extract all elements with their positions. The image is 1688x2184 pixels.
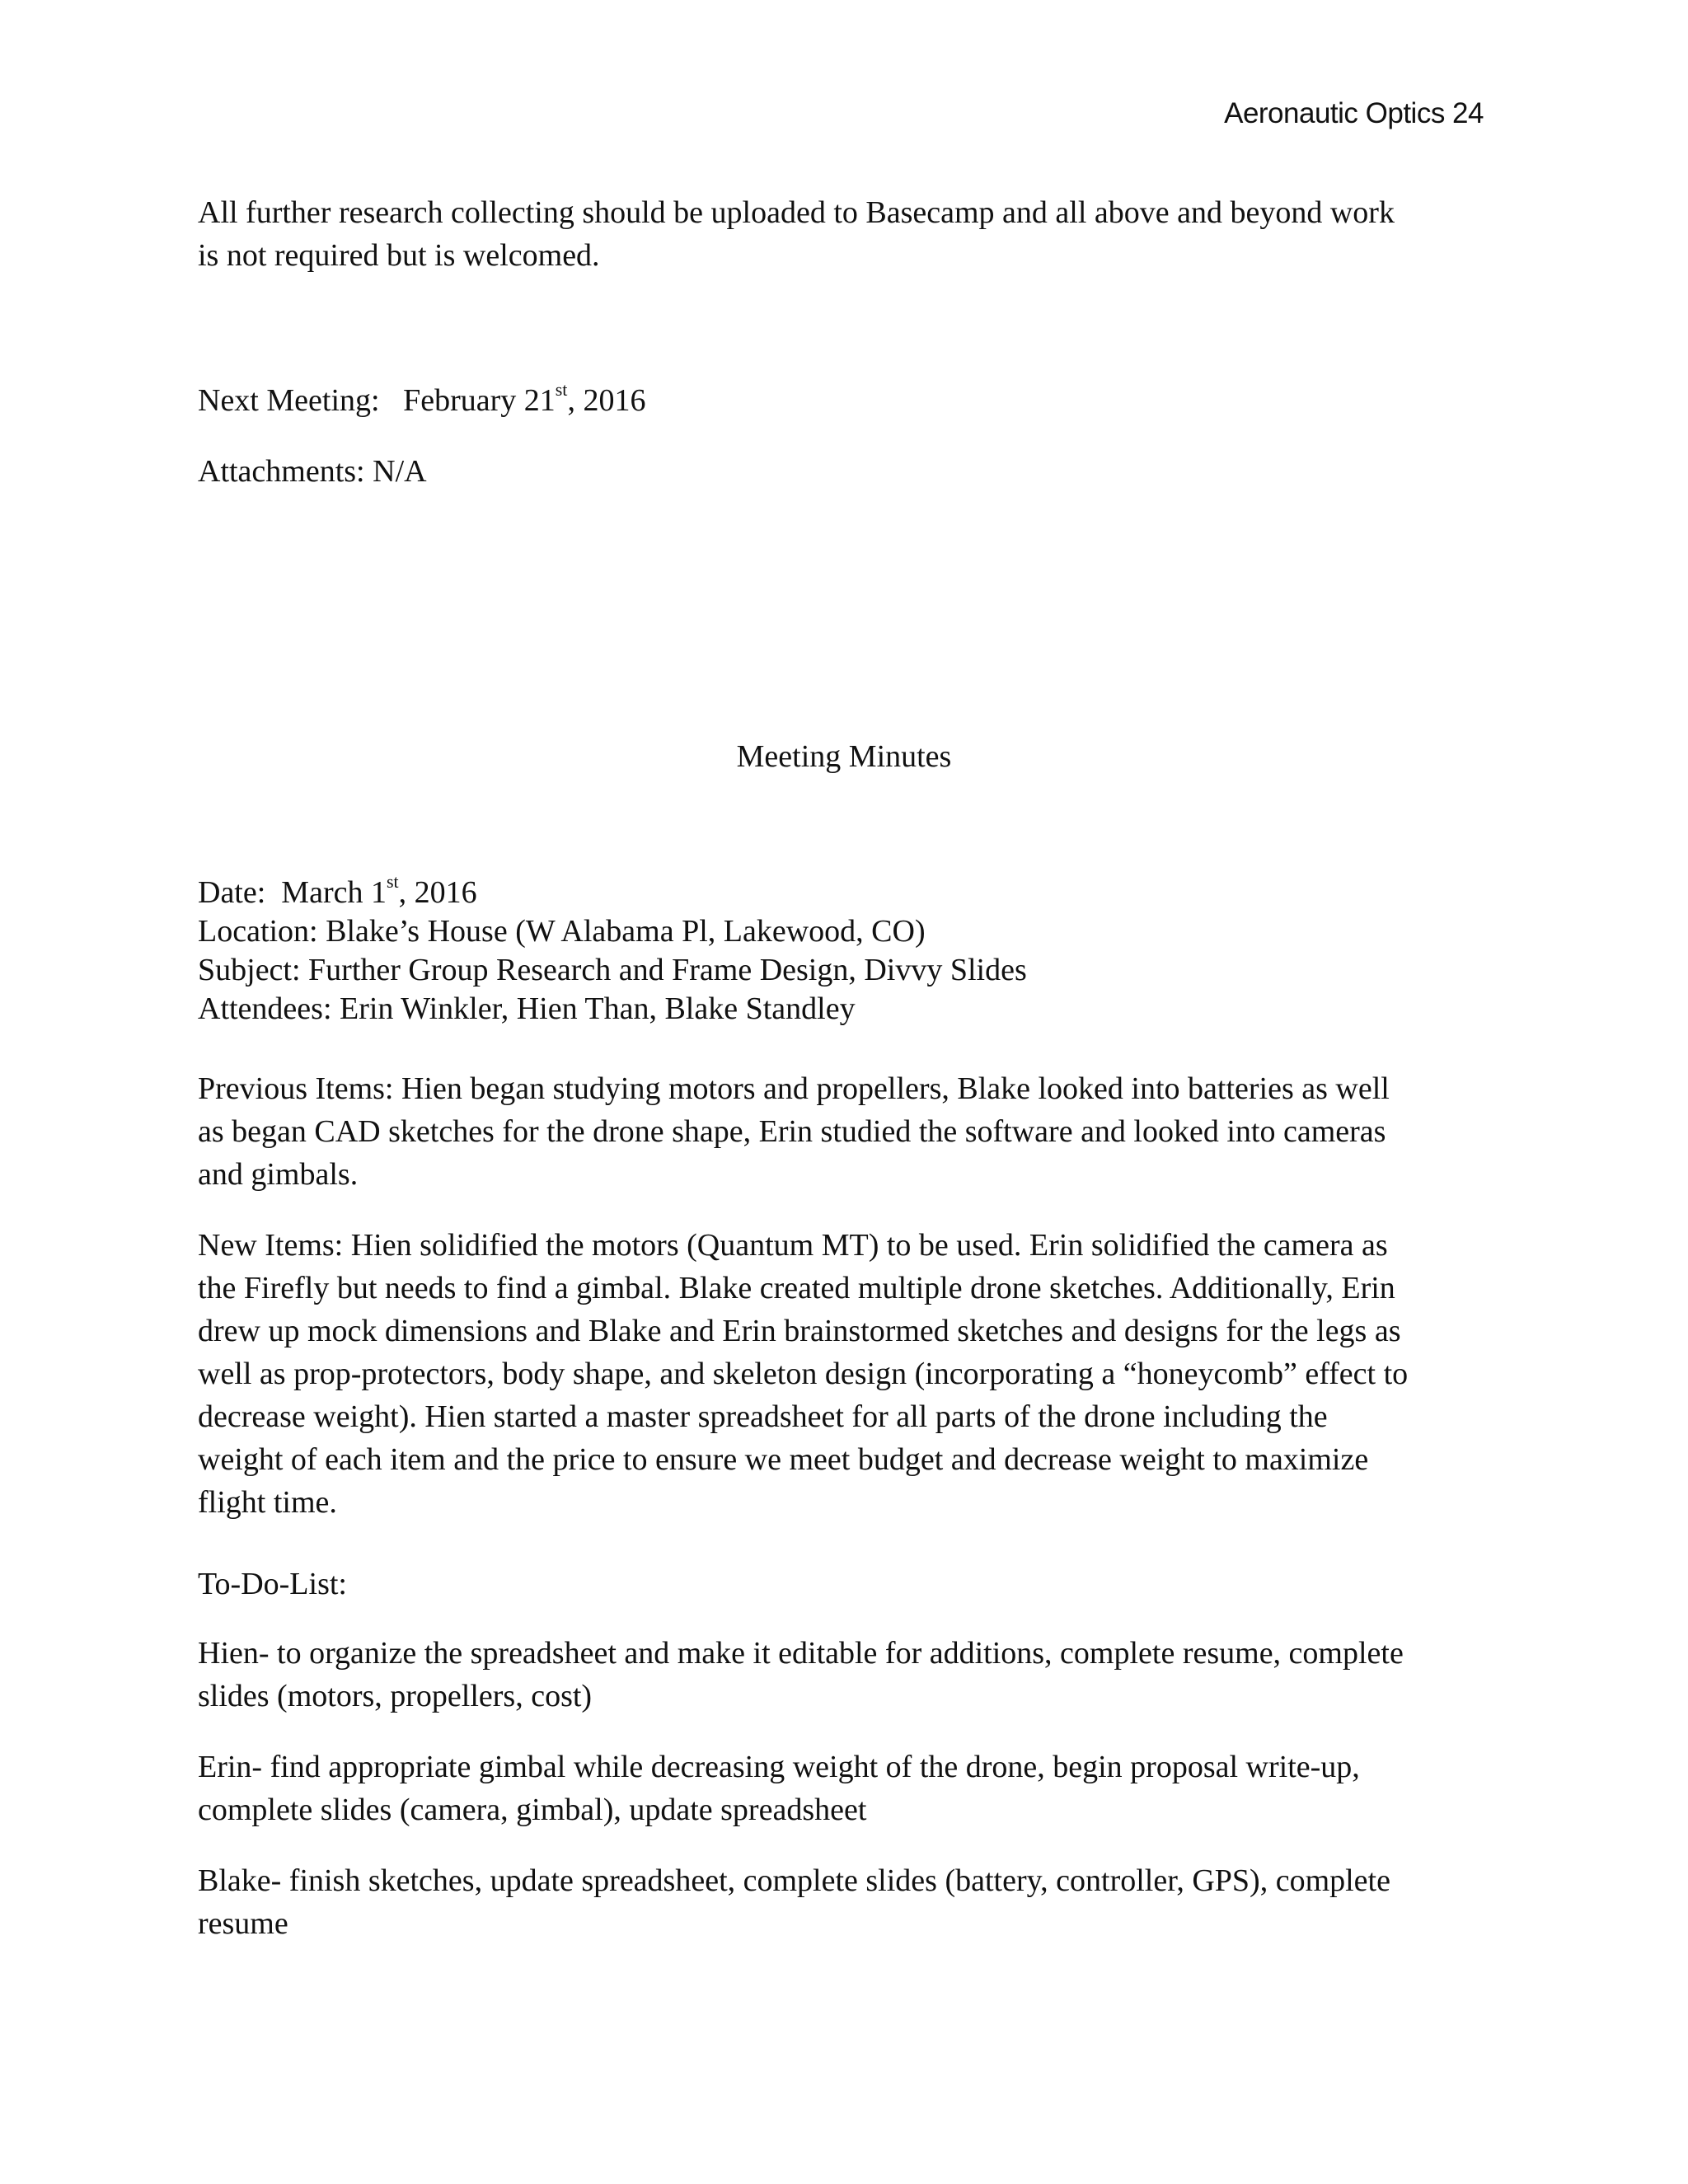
text-line: as began CAD sketches for the drone shape, Erin studied the software and looked into cameras: [198, 1114, 1386, 1149]
text-line: decrease weight). Hien started a master spreadsheet for all parts of the drone including the: [198, 1399, 1328, 1434]
intro-paragraph: [198, 191, 1459, 277]
text-line: slides (motors, propellers, cost): [198, 1679, 593, 1713]
previous-items-paragraph: [198, 1067, 1459, 1196]
todo-hien: [198, 1632, 1459, 1718]
text-line: the Firefly but needs to find a gimbal. Blake created multiple drone sketches. Additionally, Erin: [198, 1271, 1395, 1305]
text-line: complete slides (camera, gimbal), update spreadsheet: [198, 1793, 867, 1827]
todo-heading: To-Do-List:: [198, 1567, 347, 1601]
text-line: is not required but is welcomed.: [198, 238, 600, 273]
text-line: and gimbals.: [198, 1157, 359, 1192]
text-line: weight of each item and the price to ensure we meet budget and decrease weight to maximize: [198, 1442, 1369, 1477]
next-meeting-date: February 21: [403, 383, 556, 418]
minutes-date-suffix: st: [386, 871, 399, 893]
todo-erin: [198, 1746, 1459, 1831]
text-line: New Items: Hien solidified the motors (Quantum MT) to be used. Erin solidified the camera as: [198, 1228, 1388, 1263]
text-line: drew up mock dimensions and Blake and Erin brainstormed sketches and designs for the legs as: [198, 1314, 1401, 1348]
minutes-title: Meeting Minutes: [736, 739, 952, 774]
minutes-date-label: Date:: [198, 875, 266, 910]
text-line: Blake- finish sketches, update spreadsheet, complete slides (battery, controller, GPS), complete: [198, 1863, 1390, 1898]
text-line: flight time.: [198, 1485, 337, 1520]
next-meeting-label: Next Meeting:: [198, 383, 380, 418]
next-meeting-date-suffix: st: [555, 379, 568, 401]
text-line: well as prop-protectors, body shape, and skeleton design (incorporating a “honeycomb” effect to: [198, 1357, 1409, 1391]
text-line: Erin- find appropriate gimbal while decreasing weight of the drone, begin proposal write-up,: [198, 1750, 1360, 1784]
attachments-line: [198, 450, 1459, 493]
text-line: All further research collecting should be uploaded to Basecamp and all above and beyond work: [198, 195, 1395, 230]
minutes-subject: Subject: Further Group Research and Frame Design, Divvy Slides: [198, 953, 1027, 987]
text-line: Previous Items: Hien began studying motors and propellers, Blake looked into batteries as well: [198, 1071, 1390, 1106]
next-meeting-line: [198, 379, 1459, 422]
minutes-year: , 2016: [398, 875, 477, 910]
running-header: Aeronautic Optics 24: [1224, 97, 1484, 129]
minutes-details: [198, 871, 1459, 1029]
text-line: Hien- to organize the spreadsheet and make it editable for additions, complete resume, complete: [198, 1636, 1404, 1671]
attachments-value: N/A: [373, 454, 427, 489]
new-items-paragraph: [198, 1224, 1459, 1524]
attachments-label: Attachments:: [198, 454, 365, 489]
minutes-attendees: Attendees: Erin Winkler, Hien Than, Blake Standley: [198, 991, 856, 1026]
text-line: resume: [198, 1906, 288, 1941]
minutes-date: March 1: [281, 875, 387, 910]
minutes-location: Location: Blake’s House (W Alabama Pl, Lakewood, CO): [198, 914, 926, 949]
minutes-date-line: [198, 871, 1459, 912]
todo-blake: [198, 1859, 1459, 1945]
next-meeting-year: , 2016: [567, 383, 646, 418]
